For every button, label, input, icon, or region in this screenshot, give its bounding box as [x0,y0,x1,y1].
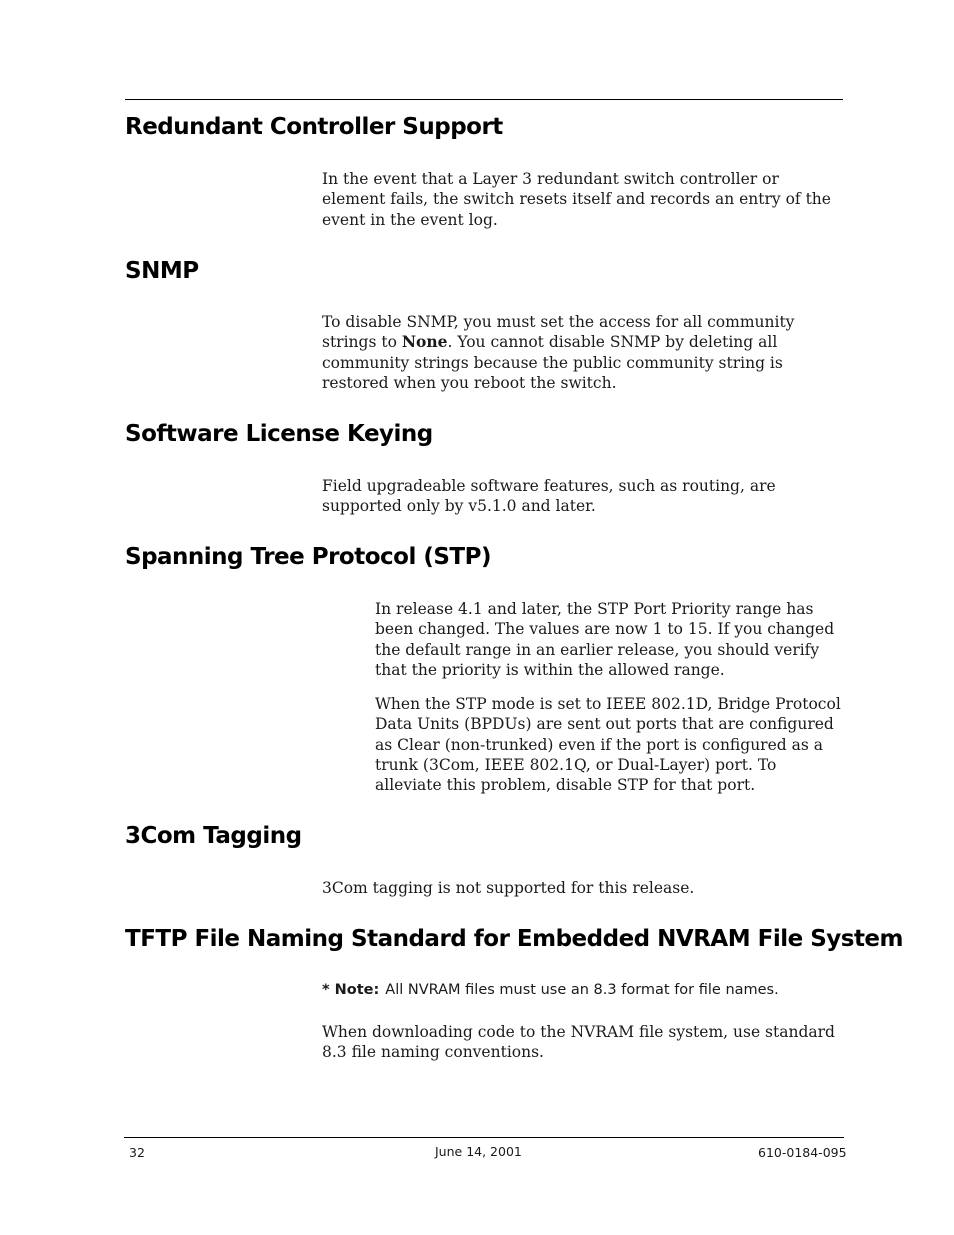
heading-3com-tagging: 3Com Tagging [125,823,302,849]
snmp-text-after: . You cannot disable SNMP by deleting all community strings because the public community string is restored when you reboot the switch. [322,333,783,392]
footer-doc-number: 610-0184-095 [758,1145,847,1160]
paragraph-snmp [322,312,842,393]
footer-date: June 14, 2001 [435,1144,522,1159]
note-label: * Note: [322,982,380,998]
snmp-text-bold: None [401,332,448,352]
footer-page-number: 32 [129,1145,145,1160]
heading-redundant-controller-support: Redundant Controller Support [125,114,503,140]
paragraph-tftp: When downloading code to the NVRAM file system, use standard 8.3 file naming conventions. [322,1023,835,1062]
paragraph-3com-tagging: 3Com tagging is not supported for this release. [322,879,695,897]
paragraph-software-license: Field upgradeable software features, such as routing, are supported only by v5.1.0 and later. [322,477,776,516]
paragraph-redundant-controller: In the event that a Layer 3 redundant switch controller or element fails, the switch resets itself and records an entry of the event in the event log. [322,170,831,229]
note-text: All NVRAM files must use an 8.3 format for file names. [385,982,779,998]
note-nvram [322,980,779,1000]
paragraph-stp-2: When the STP mode is set to IEEE 802.1D, Bridge Protocol Data Units (BPDUs) are sent out ports that are configured as Clear (non-trunked) even if the port is configured as a trunk (3Com, IEEE 802.1Q, or Dual-Layer) port. To alleviate this problem, disable STP for that port. [375,695,841,795]
header-rule [125,99,843,100]
heading-spanning-tree-protocol: Spanning Tree Protocol (STP) [125,544,491,570]
footer-rule [124,1137,844,1138]
heading-snmp: SNMP [125,258,199,284]
snmp-text-before: To disable SNMP, you must set the access for all community strings to [322,313,795,352]
heading-software-license-keying: Software License Keying [125,421,433,447]
heading-tftp-file-naming: TFTP File Naming Standard for Embedded NVRAM File System [125,926,903,952]
paragraph-stp-1: In release 4.1 and later, the STP Port Priority range has been changed. The values are now 1 to 15. If you changed the default range in an earlier release, you should verify that the priority is within the allowed range. [375,600,835,679]
